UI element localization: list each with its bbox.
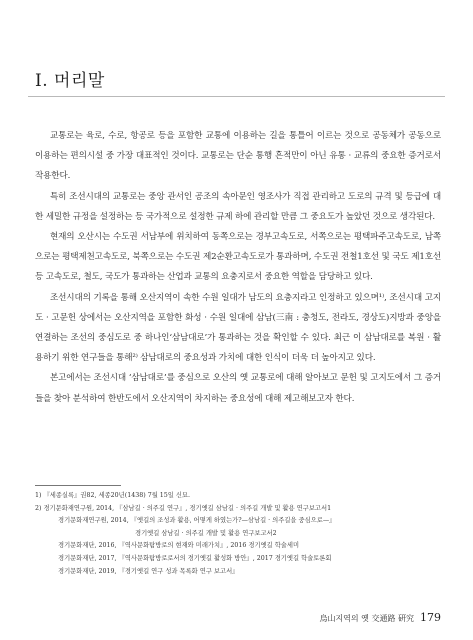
page-number: 179 <box>420 611 441 624</box>
footnote-continuation: 경기옛길 삼남길 · 의주길 개발 및 활용 연구보고서2 <box>135 529 277 537</box>
paragraph: 현재의 오산시는 수도권 서남부에 위치하여 동쪽으로는 경부고속도로, 서쪽으로는 평택파주고속도로, 남쪽으로는 평택제천고속도로, 북쪽으로는 수도권 제2순환고속도로가 통과하며, 수도권 전철1호선 및 국도 제1호선 등 고속도로, 철도, 국도가 통과하는 산업과 교통의 요충지로서 중요한 역할을 담당하고 있다. <box>35 232 441 283</box>
footnotes <box>35 490 445 578</box>
footnote: 2) 경기문화재연구원, 2014, 『삼남길 · 의주길 연구』, 경기옛길 삼남길 · 의주길 개발 및 활용 연구보고서1 <box>35 504 332 512</box>
footnote: 1) 『세종실록』권82, 세종20년(1438) 7월 15일 신묘. <box>35 492 191 499</box>
paragraph: 조선시대의 기록을 통해 오산지역이 속한 수원 일대가 남도의 요충지라고 인정하고 있으며¹⁾, 조선시대 고지도 · 고문헌 상에서는 오산지역을 포함한 화성 · 수원 일대에 삼남(三南 : 충청도, 전라도, 경상도)지방과 중앙을 연결하는 조선의 중심도로 중 하나인‘삼남대로’가 통과하는 것을 확인할 수 있다. 최근 이 삼남대로를 복원 · 활용하기 위한 연구들을 통해²⁾ 삼남대로의 중요성과 가치에 대한 인식이 더욱 더 높아지고 있다. <box>35 292 441 364</box>
page-footer <box>319 611 441 624</box>
running-title: 烏山지역의 옛 交通路 硏究 <box>319 614 414 623</box>
body-text <box>35 126 441 409</box>
paragraph: 특히 조선시대의 교통로는 중앙 관서인 공조의 속아문인 영조사가 직접 관리하고 도로의 규격 및 등급에 대한 세밀한 규정을 설정하는 등 국가적으로 설정한 규제 하에 관리할 만큼 그 중요도가 높았던 것으로 생각된다. <box>35 191 441 222</box>
section-heading: Ⅰ. 머리말 <box>35 71 105 91</box>
footnote-continuation: 경기문화재단, 2017, 『역사문화탐방로로서의 경기옛길 활성화 방안』, 2017 경기옛길 학술토론회 <box>58 554 332 562</box>
footnote-continuation: 경기문화재연구원, 2014, 『옛길의 조성과 활용, 어떻게 하였는가?—삼남길 · 의주길을 중심으로—』 <box>58 517 336 525</box>
footnote-continuation: 경기문화재단, 2016, 『역사문화탐방로의 현재와 미래가치』, 2016 경기옛길 학술세미 <box>58 542 300 550</box>
paragraph: 본고에서는 조선시대 ‘삼남대로’를 중심으로 오산의 옛 교통로에 대해 알아보고 문헌 및 고지도에서 그 증거들을 찾아 분석하여 한반도에서 오산지역이 차지하는 중요성에 대해 제고해보고자 한다. <box>35 373 441 404</box>
paragraph: 교통로는 육로, 수로, 항공로 등을 포함한 교통에 이용하는 길을 통틀어 이르는 것으로 공동체가 공동으로 이용하는 편의시설 중 가장 대표적인 것이다. 교통로는 단순 통행 흔적만이 아닌 유통 · 교류의 중요한 증거로서 작용한다. <box>35 131 441 182</box>
heading-divider <box>28 96 445 97</box>
footnote-divider <box>35 485 121 486</box>
footnote-continuation: 경기문화재단, 2019, 『경기옛길 연구 성과 목록화 연구 보고서』 <box>58 567 239 575</box>
